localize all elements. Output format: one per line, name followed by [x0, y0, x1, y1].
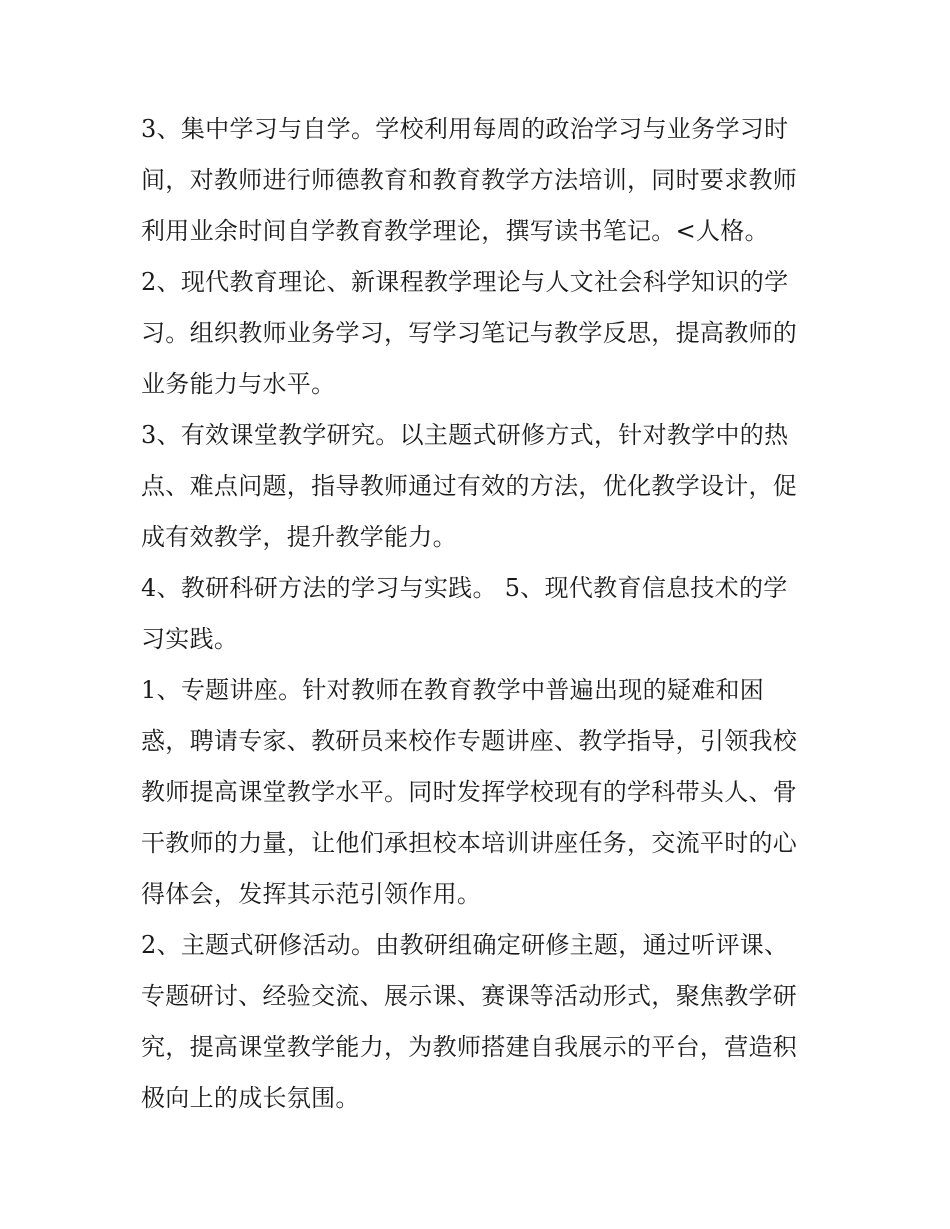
paragraph-3 — [141, 410, 821, 563]
text-line: 得体会，发挥其示范引领作用。 — [141, 880, 482, 908]
paragraph-4 — [141, 563, 821, 665]
text-line: 3、有效课堂教学研究。以主题式研修方式，针对教学中的热 — [141, 421, 789, 449]
text-line: 习实践。 — [141, 625, 239, 653]
text-line: 习。组织教师业务学习，写学习笔记与教学反思，提高教师的 — [141, 319, 798, 347]
text-line: 间，对教师进行师德教育和教育教学方法培训，同时要求教师 — [141, 166, 798, 194]
text-line: 2、现代教育理论、新课程教学理论与人文社会科学知识的学 — [141, 268, 789, 296]
paragraph-2 — [141, 257, 821, 410]
text-line: 究，提高课堂教学能力，为教师搭建自我展示的平台，营造积 — [141, 1033, 798, 1061]
text-line: 3、集中学习与自学。学校利用每周的政治学习与业务学习时 — [141, 115, 789, 143]
paragraph-1 — [141, 104, 821, 257]
text-line: 4、教研科研方法的学习与实践。 5、现代教育信息技术的学 — [141, 574, 788, 602]
document-body — [141, 104, 821, 1124]
paragraph-5 — [141, 665, 821, 920]
text-line: 干教师的力量，让他们承担校本培训讲座任务，交流平时的心 — [141, 829, 798, 857]
text-line: 1、专题讲座。针对教师在教育教学中普遍出现的疑难和困 — [141, 676, 765, 704]
paragraph-6 — [141, 920, 821, 1124]
text-line: 惑，聘请专家、教研员来校作专题讲座、教学指导，引领我校 — [141, 727, 798, 755]
text-line: 极向上的成长氛围。 — [141, 1084, 360, 1112]
text-line: 2、主题式研修活动。由教研组确定研修主题，通过听评课、 — [141, 931, 789, 959]
text-line: 成有效教学，提升教学能力。 — [141, 523, 457, 551]
text-line: 教师提高课堂教学水平。同时发挥学校现有的学科带头人、骨 — [141, 778, 798, 806]
text-line: 利用业余时间自学教育教学理论，撰写读书笔记。<人格。 — [141, 217, 769, 245]
text-line: 点、难点问题，指导教师通过有效的方法，优化教学设计，促 — [141, 472, 798, 500]
text-line: 专题研讨、经验交流、展示课、赛课等活动形式，聚焦教学研 — [141, 982, 798, 1010]
text-line: 业务能力与水平。 — [141, 370, 336, 398]
